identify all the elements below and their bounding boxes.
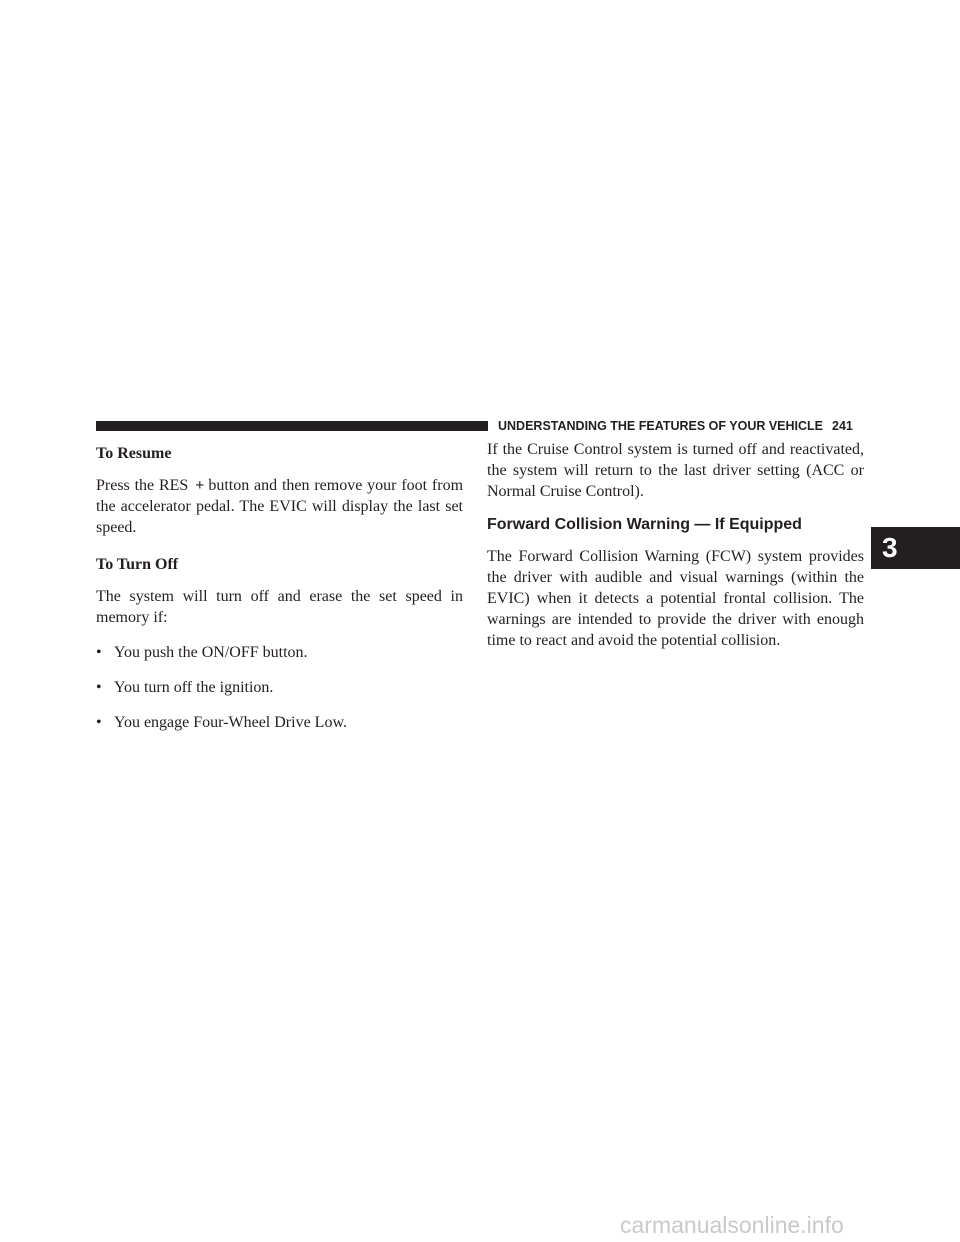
resume-text-start: Press the RES bbox=[96, 477, 189, 494]
right-column bbox=[487, 439, 864, 651]
chapter-tab: 3 bbox=[871, 527, 960, 569]
plus-symbol: + bbox=[195, 477, 205, 494]
section-title: UNDERSTANDING THE FEATURES OF YOUR VEHICLE bbox=[498, 419, 824, 433]
fcw-heading: Forward Collision Warning — If Equipped bbox=[487, 516, 802, 533]
running-header bbox=[498, 418, 868, 434]
resume-text-end: button and then remove your foot from the accelerator pedal. The EVIC will display the last set speed. bbox=[96, 477, 464, 536]
resume-paragraph bbox=[96, 475, 463, 538]
bullet-icon: • bbox=[96, 679, 102, 696]
fcw-paragraph: The Forward Collision Warning (FCW) system provides the driver with audible and visual warnings (within the EVIC) when it detects a potential frontal collision. The warnings are intended to provide the driver with enough time to react and avoid the potential collision. bbox=[487, 548, 864, 649]
list-item bbox=[96, 677, 463, 698]
list-item bbox=[96, 712, 463, 733]
header-rule bbox=[96, 421, 488, 431]
watermark: carmanualsonline.info bbox=[620, 1212, 844, 1238]
left-column bbox=[96, 439, 463, 733]
page-number: 241 bbox=[832, 419, 853, 433]
list-item-text: You engage Four-Wheel Drive Low. bbox=[114, 714, 347, 731]
list-item bbox=[96, 642, 463, 663]
bullet-icon: • bbox=[96, 714, 102, 731]
bullet-icon: • bbox=[96, 644, 102, 661]
turn-off-conditions-list bbox=[96, 642, 463, 733]
turn-off-paragraph: The system will turn off and erase the set speed in memory if: bbox=[96, 588, 463, 626]
to-resume-heading: To Resume bbox=[96, 445, 172, 462]
list-item-text: You turn off the ignition. bbox=[114, 679, 274, 696]
cruise-reactivation-paragraph: If the Cruise Control system is turned off and reactivated, the system will return to the last driver setting (ACC or Normal Cruise Control). bbox=[487, 441, 864, 500]
to-turn-off-heading: To Turn Off bbox=[96, 556, 179, 573]
list-item-text: You push the ON/OFF button. bbox=[114, 644, 308, 661]
